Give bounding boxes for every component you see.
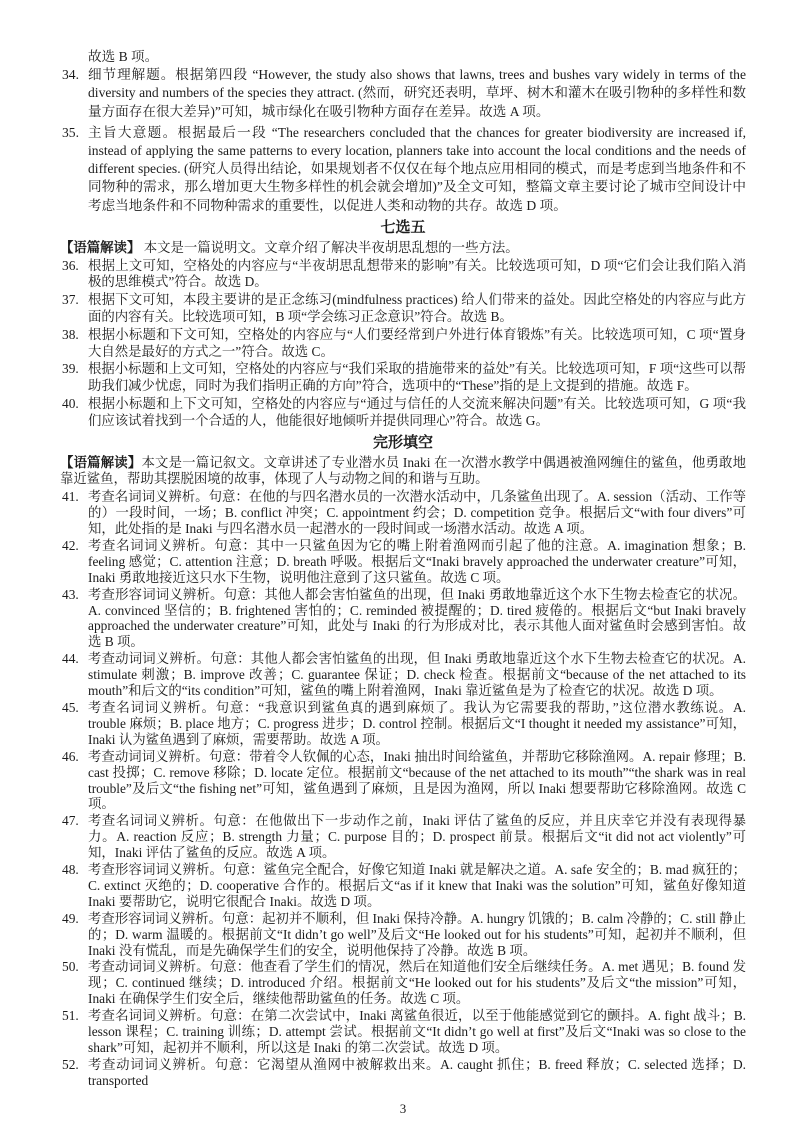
item-number: 39. <box>62 361 79 377</box>
item-number: 40. <box>62 396 79 411</box>
seven-choose-five-passage-overview <box>60 240 746 257</box>
answer-item-40 <box>60 396 746 430</box>
item-number: 43. <box>62 586 79 602</box>
item-text: 主旨大意题。根据最后一段 “The researchers concluded that the chances for greater biodiversity are increased if, instead of applying the same patterns to every location, planners take into account the local conditions and the needs of different species. (研究人员得出结论，如果规划者不仅仅在每个地点应用相同的模式，而是考虑到当地条件和不同物种的需求，那么增加更大生物多样性的机会就会增加)”及全文可知，整篇文章主要讨论了城市空间设计中考虑当地条件和不同物种需求的重要性，以促进人类和动物的共存。故选 D 项。 <box>88 124 746 213</box>
answer-item-35 <box>60 124 746 215</box>
page-number: 3 <box>399 1100 407 1116</box>
item-text: 考查形容词词义辨析。句意：起初并不顺利，但 Inaki 保持冷静。A. hungry 饥饿的；B. calm 冷静的；C. still 静止的；D. warm 温暖的。根据前文“It didn’t go well”及后文“He looked out for his students”可知，起初并不顺利，但 Inaki 没有慌乱，而是先确保学生们的安全，说明他保持了冷静。故选 B 项。 <box>88 910 746 958</box>
answer-item-47 <box>60 813 746 861</box>
answer-item-52 <box>60 1057 746 1089</box>
item-number: 44. <box>62 651 79 667</box>
item-text: 考查形容词词义辨析。句意：鲨鱼完全配合，好像它知道 Inaki 就是解决之道。A. safe 安全的；B. mad 疯狂的；C. extinct 灭绝的；D. cooperative 合作的。根据后文“as if it knew that Inaki was the solution”可知，鲨鱼好像知道 Inaki 要帮助它，说明它很配合 Inaki。故选 D 项。 <box>88 862 746 909</box>
item-number: 35. <box>62 124 79 140</box>
answer-item-43 <box>60 587 746 651</box>
passage-overview-label: 【语篇解读】 <box>60 454 142 470</box>
passage-overview-label: 【语篇解读】 <box>60 239 141 255</box>
section-title-cloze: 完形填空 <box>372 434 433 451</box>
item-text: 根据上文可知，空格处的内容应与“半夜胡思乱想带来的影响”有关。比较选项可知，D 项“它们会让我们陷入消极的思维模式”符合。故选 D。 <box>88 257 746 290</box>
reading-comprehension-answers <box>60 66 746 215</box>
item-text: 考查名词词义辨析。句意：“我意识到鲨鱼真的遇到麻烦了。我认为它需要我的帮助，”这位潜水教练说。A. trouble 麻烦；B. place 地方；C. progress 进步；D. control 控制。根据后文“I thought it needed my assistance”可知，Inaki 认为鲨鱼遇到了麻烦，需要帮助。故选 A 项。 <box>88 699 746 747</box>
answer-item-50 <box>60 959 746 1007</box>
item-number: 49. <box>62 910 79 926</box>
answer-item-46 <box>60 749 746 813</box>
item-number: 47. <box>62 813 79 829</box>
item-text: 根据小标题和上文可知，空格处的内容应与“我们采取的措施带来的益处”有关。比较选项可知，F 项“这些可以帮助我们减少忧虑，同时为我们指明正确的方向”符合，选项中的“These”指的是上文提到的措施。故选 F。 <box>88 361 746 394</box>
answer-item-45 <box>60 700 746 748</box>
item-number: 51. <box>62 1008 79 1024</box>
item-number: 41. <box>62 489 79 505</box>
item-text: 考查动词词义辨析。句意：带着令人钦佩的心态，Inaki 抽出时间给鲨鱼，并帮助它移除渔网。A. repair 修理；B. cast 投掷；C. remove 移除；D. locate 定位。根据前文“because of the net attached to its mouth”“the shark was in real trouble”及后文“the fishing net”可知，鲨鱼遇到了麻烦，且是因为渔网，所以 Inaki 想要帮助它移除渔网。故选 C 项。 <box>88 748 746 812</box>
item-text: 根据小标题和上下文可知，空格处的内容应与“通过与信任的人交流来解决问题”有关。比较选项可知，G 项“我们应该试着找到一个合适的人，他能很好地倾听并提供同理心”符合。故选 G。 <box>88 396 746 428</box>
answer-item-41 <box>60 489 746 537</box>
item-text: 根据小标题和下文可知，空格处的内容应与“人们要经常到户外进行体育锻炼”有关。比较选项可知，C 项“置身大自然是最好的方式之一”符合。故选 C。 <box>88 326 746 359</box>
previous-answer-continuation: 故选 B 项。 <box>88 49 159 64</box>
seven-choose-five-answers <box>60 258 746 430</box>
answer-item-49 <box>60 911 746 959</box>
answer-item-44 <box>60 651 746 699</box>
item-number: 37. <box>62 292 79 308</box>
item-text: 考查动词词义辨析。句意：其他人都会害怕鲨鱼的出现，但 Inaki 勇敢地靠近这个水下生物去检查它的状况。A. stimulate 刺激；B. improve 改善；C. guarantee 保证；D. check 检查。根据前文“because of the net attached to its mouth”和后文的“its condition”可知，鲨鱼的嘴上附着渔网，Inaki 靠近鲨鱼是为了检查它的状况。故选 D 项。 <box>88 651 746 699</box>
item-number: 34. <box>62 67 79 83</box>
answer-item-39 <box>60 361 746 395</box>
item-number: 50. <box>62 959 79 975</box>
item-text: 考查形容词词义辨析。句意：其他人都会害怕鲨鱼的出现，但 Inaki 勇敢地靠近这个水下生物去检查它的状况。A. convinced 坚信的；B. frightened 害怕的；C. reminded 被提醒的；D. tired 疲倦的。根据后文“but Inaki bravely approached the underwater creature”可知，此处与 Inaki 的行为形成对比，表示其他人面对鲨鱼时会感到害怕。故选 B 项。 <box>88 586 746 650</box>
item-text: 考查动词词义辨析。句意：他查看了学生们的情况，然后在知道他们安全后继续任务。A. met 遇见；B. found 发现；C. continued 继续；D. introduced 介绍。根据前文“He looked out for his students”及后文“the mission”可知，Inaki 在确保学生们安全后，继续他帮助鲨鱼的任务。故选 C 项。 <box>88 959 746 1007</box>
passage-overview-text: 本文是一篇记叙文。文章讲述了专业潜水员 Inaki 在一次潜水教学中偶遇被渔网缠住的鲨鱼，他勇敢地靠近鲨鱼，帮助其摆脱困境的故事，体现了人与动物之间的和谐与互助。 <box>60 454 746 487</box>
item-number: 38. <box>62 326 79 342</box>
answer-item-37 <box>60 292 746 326</box>
item-number: 46. <box>62 748 79 764</box>
item-text: 细节理解题。根据第四段 “However, the study also shows that lawns, trees and bushes vary widely in terms of the diversity and numbers of the species they attract. (然而，研究还表明，草坪、树木和灌木在吸引物种的多样性和数量方面存在很大差异)”可知，城市绿化在吸引物种方面存在差异。故选 A 项。 <box>88 67 746 119</box>
section-title-seven-choose-five: 七选五 <box>380 219 426 236</box>
item-text: 考查名词词义辨析。句意：在他做出下一步动作之前，Inaki 评估了鲨鱼的反应，并且庆幸它并没有表现得暴力。A. reaction 反应；B. strength 力量；C. purpose 目的；D. prospect 前景。根据后文“it did not act violently”可知，Inaki 评估了鲨鱼的反应。故选 A 项。 <box>88 813 746 861</box>
item-number: 52. <box>62 1056 79 1072</box>
item-text: 根据下文可知，本段主要讲的是正念练习(mindfulness practices) 给人们带来的益处。因此空格处的内容应与此方面的内容有关。比较选项可知，B 项“学会练习正念意识”符合。故选 B。 <box>88 292 746 325</box>
item-text: 考查名词词义辨析。句意：在他的与四名潜水员的一次潜水活动中，几条鲨鱼出现了。A. session（活动、工作等的）一段时间，一场；B. conflict 冲突；C. appointment 约会；D. competition 竞争。根据后文“with four divers”可知，此处指的是 Inaki 与四名潜水员一起潜水的一段时间或一场潜水活动。故选 A 项。 <box>88 489 746 536</box>
answer-item-42 <box>60 538 746 586</box>
item-number: 42. <box>62 537 79 553</box>
item-number: 48. <box>62 862 79 878</box>
cloze-passage-overview <box>60 455 746 489</box>
item-text: 考查动词词义辨析。句意：它渴望从渔网中被解救出来。A. caught 抓住；B. freed 释放；C. selected 选择；D. transported <box>88 1056 746 1088</box>
item-text: 考查名词词义辨析。句意：在第二次尝试中，Inaki 离鲨鱼很近，以至于他能感觉到它的颤抖。A. fight 战斗；B. lesson 课程；C. training 训练；D. attempt 尝试。根据前文“It didn’t go well at first”及后文“Inaki was so close to the shark”可知，起初并不顺利，所以这是 Inaki 的第二次尝试。故选 D 项。 <box>88 1008 746 1055</box>
answer-item-38 <box>60 327 746 361</box>
item-number: 36. <box>62 257 79 273</box>
passage-overview-text: 本文是一篇说明文。文章介绍了解决半夜胡思乱想的一些方法。 <box>140 239 519 255</box>
item-text: 考查名词词义辨析。句意：其中一只鲨鱼因为它的嘴上附着渔网而引起了他的注意。A. imagination 想象；B. feeling 感觉；C. attention 注意；D. breath 呼吸。根据后文“Inaki bravely approached the underwater creature”可知，Inaki 勇敢地接近这只水下生物，说明他注意到了这只鲨鱼。故选 C 项。 <box>88 537 746 585</box>
answer-item-34 <box>60 66 746 121</box>
answer-item-51 <box>60 1008 746 1056</box>
answer-item-36 <box>60 258 746 292</box>
answer-item-48 <box>60 862 746 910</box>
cloze-answers <box>60 489 746 1089</box>
item-number: 45. <box>62 699 79 715</box>
